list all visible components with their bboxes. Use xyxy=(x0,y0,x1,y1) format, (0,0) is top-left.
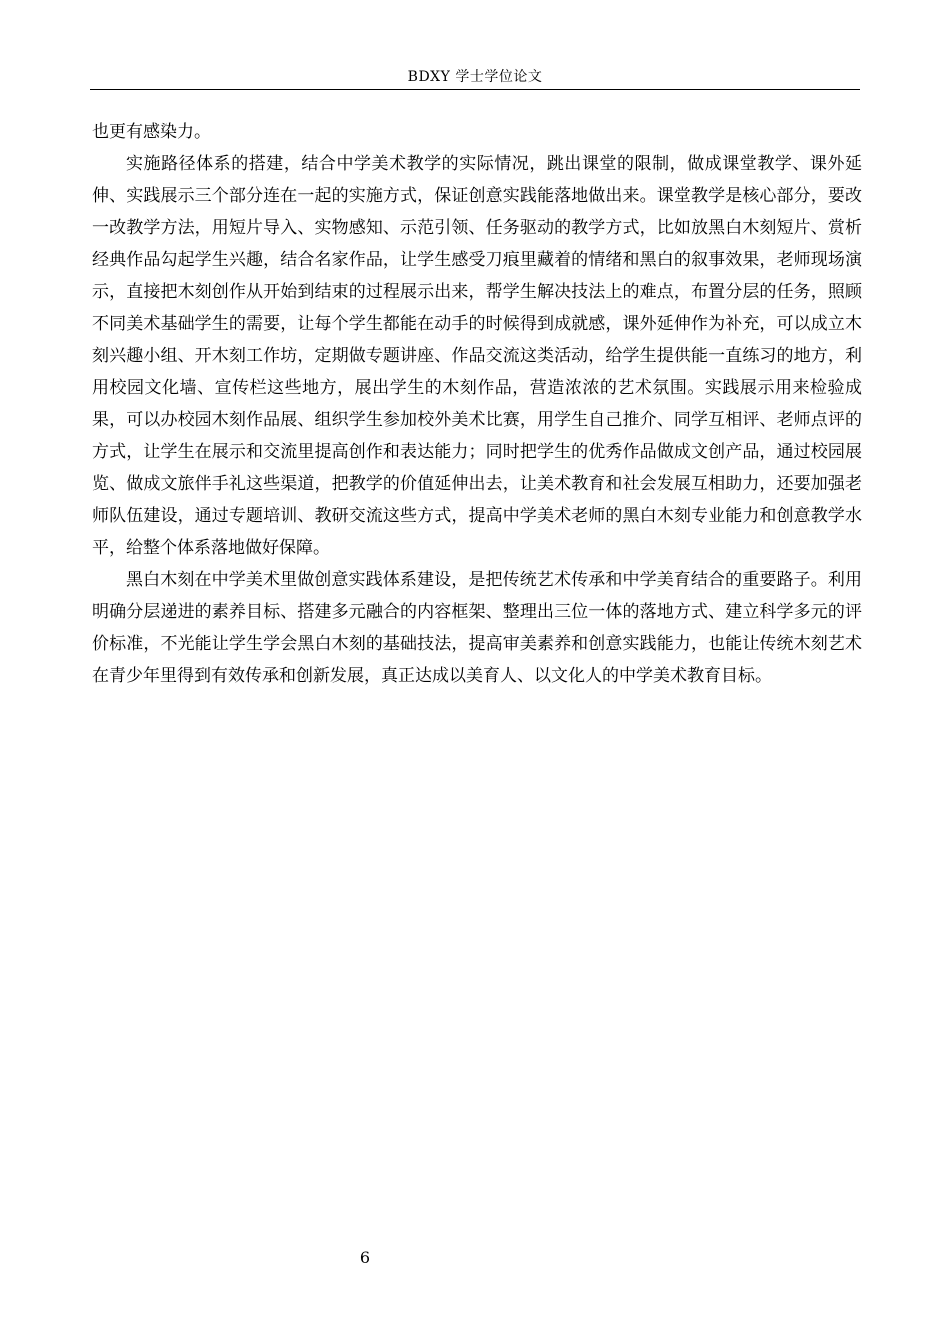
body-text xyxy=(92,116,862,692)
header-rule xyxy=(90,89,860,90)
running-header: BDXY 学士学位论文 xyxy=(407,69,543,85)
paragraph-implementation-path: 实施路径体系的搭建，结合中学美术教学的实际情况，跳出课堂的限制，做成课堂教学、课外延伸、实践展示三个部分连在一起的实施方式，保证创意实践能落地做出来。课堂教学是核心部分，要改一改教学方法，用短片导入、实物感知、示范引领、任务驱动的教学方式，比如放黑白木刻短片、赏析经典作品勾起学生兴趣，结合名家作品，让学生感受刀痕里藏着的情绪和黑白的叙事效果，老师现场演示，直接把木刻创作从开始到结束的过程展示出来，帮学生解决技法上的难点，布置分层的任务，照顾不同美术基础学生的需要，让每个学生都能在动手的时候得到成就感，课外延伸作为补充，可以成立木刻兴趣小组、开木刻工作坊，定期做专题讲座、作品交流这类活动，给学生提供能一直练习的地方，利用校园文化墙、宣传栏这些地方，展出学生的木刻作品，营造浓浓的艺术氛围。实践展示用来检验成果，可以办校园木刻作品展、组织学生参加校外美术比赛，用学生自己推介、同学互相评、老师点评的方式，让学生在展示和交流里提高创作和表达能力；同时把学生的优秀作品做成文创产品，通过校园展览、做成文旅伴手礼这些渠道，把教学的价值延伸出去，让美术教育和社会发展互相助力，还要加强老师队伍建设，通过专题培训、教研交流这些方式，提高中学美术老师的黑白木刻专业能力和创意教学水平，给整个体系落地做好保障。 xyxy=(92,154,862,558)
paragraph-conclusion: 黑白木刻在中学美术里做创意实践体系建设，是把传统艺术传承和中学美育结合的重要路子。利用明确分层递进的素养目标、搭建多元融合的内容框架、整理出三位一体的落地方式、建立科学多元的评价标准，不光能让学生学会黑白木刻的基础技法，提高审美素养和创意实践能力，也能让传统木刻艺术在青少年里得到有效传承和创新发展，真正达成以美育人、以文化人的中学美术教育目标。 xyxy=(92,570,862,686)
paragraph-continuation: 也更有感染力。 xyxy=(92,122,211,142)
page-number: 6 xyxy=(359,1248,371,1267)
